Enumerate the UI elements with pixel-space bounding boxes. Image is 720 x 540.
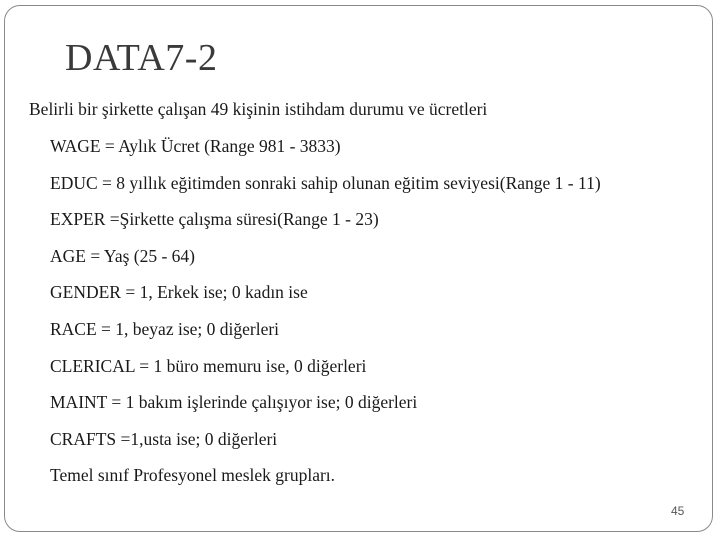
slide-intro: Belirli bir şirkette çalışan 49 kişinin istihdam durumu ve ücretleri [29,99,488,119]
variable-list [50,135,601,501]
variable-item-base-group: Temel sınıf Profesyonel meslek grupları. [50,465,336,486]
variable-item-crafts: CRAFTS =1,usta ise; 0 diğerleri [50,428,278,449]
variable-item-educ: EDUC = 8 yıllık eğitimden sonraki sahip olunan eğitim seviyesi(Range 1 - 11) [50,172,601,193]
variable-item-gender: GENDER = 1, Erkek ise; 0 kadın ise [50,282,308,303]
variable-item-wage: WAGE = Aylık Ücret (Range 981 - 3833) [50,136,341,156]
variable-item-exper: EXPER =Şirkette çalışma süresi(Range 1 - 23) [50,209,379,230]
variable-item-maint: MAINT = 1 bakım işlerinde çalışıyor ise; 0 diğerleri [50,392,418,413]
page-number: 45 [671,504,685,518]
variable-item-race: RACE = 1, beyaz ise; 0 diğerleri [50,318,280,339]
variable-item-clerical: CLERICAL = 1 büro memuru ise, 0 diğerleri [50,355,367,376]
slide-title: DATA7-2 [65,37,218,79]
slide-frame [4,5,713,532]
variable-item-age: AGE = Yaş (25 - 64) [50,245,196,266]
